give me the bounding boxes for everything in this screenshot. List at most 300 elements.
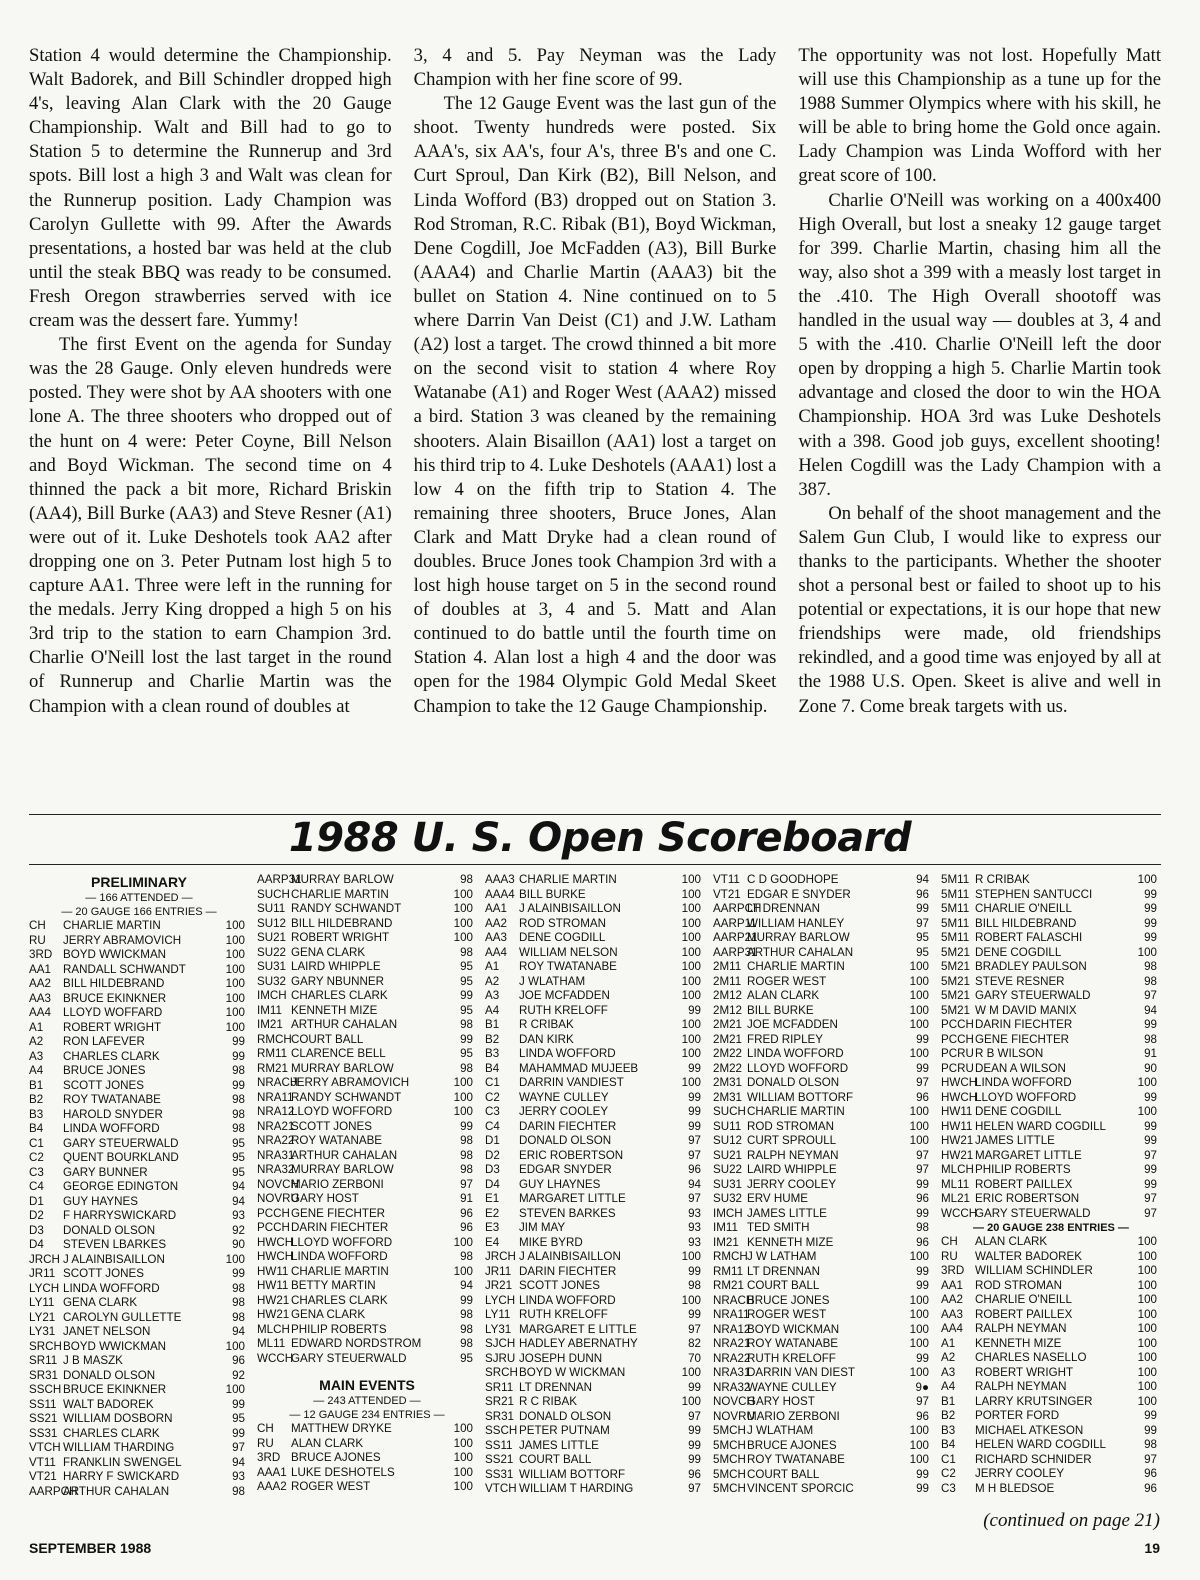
score-value: 96 (688, 1163, 701, 1176)
score-value: 95 (460, 1351, 473, 1365)
score-row (485, 1410, 705, 1425)
score-value: 91 (1144, 1047, 1157, 1060)
score-class: HWCH (941, 1090, 978, 1104)
score-row (257, 1323, 477, 1338)
score-class: B3 (29, 1107, 44, 1121)
score-class: C2 (485, 1090, 500, 1104)
scoreboard-title: 1988 U. S. Open Scoreboard (288, 815, 912, 861)
score-row (257, 917, 477, 932)
shooter-name: MURRAY BARLOW (291, 1061, 394, 1075)
score-class: 2M22 (713, 1047, 743, 1060)
shooter-name: J ALAINBISAILLON (519, 902, 621, 915)
score-row (485, 1221, 705, 1236)
score-row (485, 902, 705, 917)
score-row (257, 1221, 477, 1236)
score-class: 5M11 (941, 931, 970, 944)
score-class: JR11 (485, 1264, 512, 1278)
score-value: 99 (916, 1206, 929, 1220)
score-row (941, 1467, 1161, 1482)
score-value: 95 (232, 1412, 245, 1425)
score-value: 100 (909, 1119, 929, 1133)
score-class: D2 (29, 1209, 44, 1222)
shooter-name: WAYNE CULLEY (519, 1090, 609, 1104)
shooter-name: ROBERT PAILLEX (975, 1177, 1073, 1191)
score-value: 99 (1144, 1134, 1157, 1147)
score-row (941, 1192, 1161, 1207)
score-row (485, 1105, 705, 1120)
score-value: 100 (681, 989, 701, 1002)
score-class: SJRU (485, 1351, 516, 1365)
shooter-name: WAYNE CULLEY (747, 1380, 837, 1394)
score-class: HW21 (941, 1148, 974, 1162)
score-row (485, 1236, 705, 1251)
shooter-name: VINCENT SPORCIC (747, 1482, 854, 1495)
shooter-name: JAMES LITTLE (747, 1206, 827, 1220)
score-value: 100 (1137, 1249, 1157, 1263)
score-row (29, 1093, 249, 1108)
score-class: NOVRU (713, 1409, 755, 1423)
score-value: 98 (232, 1064, 245, 1077)
shooter-name: DENE COGDILL (975, 945, 1062, 959)
score-value: 98 (232, 1310, 245, 1324)
score-value: 100 (909, 960, 929, 973)
score-class: IM21 (257, 1018, 283, 1031)
score-value: 95 (916, 945, 929, 959)
shooter-name: WILLIAM DOSBORN (63, 1412, 173, 1425)
shooter-name: ROY TWATANABE (747, 1453, 845, 1466)
score-class: SR31 (485, 1409, 515, 1423)
score-class: B2 (941, 1409, 956, 1422)
score-value: 90 (232, 1238, 245, 1251)
paragraph: The opportunity was not lost. Hopefully Matt will use this Championship as a tune up for the 1988 Summer Olympics where with his skill, he will be able to bring home the Gold once again. Lady Champion was Linda Wofford with her great score of 100. (798, 45, 1162, 187)
shooter-name: ROBERT WRIGHT (975, 1365, 1074, 1379)
score-row (29, 1296, 249, 1311)
score-row (713, 931, 933, 946)
score-row (257, 1076, 477, 1091)
scoreboard-column-3 (485, 873, 705, 1499)
score-class: NRA32 (713, 1380, 751, 1394)
shooter-name: BILL HILDEBRAND (291, 916, 393, 930)
score-value: 97 (1144, 1206, 1157, 1220)
shooter-name: M H BLEDSOE (975, 1481, 1055, 1495)
shooter-name: JANET NELSON (63, 1325, 151, 1338)
score-row (257, 1192, 477, 1207)
score-value: 97 (688, 1322, 701, 1336)
score-class: 5MCH (713, 1424, 746, 1437)
score-value: 100 (225, 1252, 245, 1266)
shooter-name: RANDY SCHWANDT (291, 1090, 402, 1104)
score-row (713, 1236, 933, 1251)
score-row (941, 1424, 1161, 1439)
score-class: 3RD (29, 948, 53, 961)
paragraph: The 12 Gauge Event was the last gun of the shoot. Twenty hundreds were posted. Six AAA's, six AA's, four A's, three B's and one C. Curt Sproul, Dan Kirk (B2), Bill Nelson, and Linda Wofford (B3) dropped out on Station 3. Rod Stroman, R.C. Ribak (B1), Boyd Wickman, Dene Cogdill, Joe McFadden (A3), Bill Burke (AAA4) and Charlie Martin (AAA3) bit the bullet on Station 4. Nine continued on to 5 where Darrin Van Deist (C1) and J.W. Latham (A2) lost a target. The crowd thinned a bit more on the second visit to station 4 where Roy Watanabe (A1) and Roger West (AAA2) missed a bird. Station 3 was cleaned by the remaining shooters. Alain Bisaillon (AA1) lost a target on his third trip to 4. Luke Deshotels (AAA1) lost a low 4 on the fifth trip to Station 4. The remaining three shooters, Bruce Jones, Alan Clark and Matt Dryke had a clean round of doubles. Bruce Jones took Champion 3rd with a lost high house target on 5 in the second round of doubles at 3, 4 and 5. Matt and Alan continued to do battle until the fourth time on Station 4. Alan lost a high 4 and the door was open for the 1984 Olympic Gold Medal Skeet Champion to take the 12 Gauge Championship. (413, 93, 777, 717)
score-value: 99 (1144, 1409, 1157, 1422)
scoreboard-column-2 (257, 873, 477, 1499)
score-value: 100 (453, 1422, 473, 1435)
score-value: 99 (688, 1380, 701, 1394)
score-row (257, 888, 477, 903)
score-class: A4 (29, 1064, 44, 1077)
score-row (713, 1453, 933, 1468)
score-row (29, 1180, 249, 1195)
score-value: 100 (453, 1451, 473, 1464)
score-class: RMCH (713, 1250, 748, 1263)
score-class: SS31 (29, 1426, 58, 1440)
score-value: 100 (681, 1076, 701, 1089)
score-row (941, 1279, 1161, 1294)
score-class: SS11 (29, 1397, 57, 1411)
score-value: 97 (460, 1177, 473, 1191)
score-value: 99 (232, 1078, 245, 1092)
score-row (29, 1079, 249, 1094)
shooter-name: STEPHEN SANTUCCI (975, 887, 1093, 901)
score-row (713, 1395, 933, 1410)
score-class: A1 (485, 960, 500, 973)
score-class: B2 (29, 1093, 44, 1106)
score-row (29, 1122, 249, 1137)
score-row (257, 1437, 477, 1452)
score-value: 97 (1144, 989, 1157, 1002)
score-row (485, 1352, 705, 1367)
score-class: VTCH (29, 1441, 61, 1454)
score-class: AA3 (941, 1307, 963, 1321)
score-value: 96 (688, 1467, 701, 1481)
score-value: 91 (460, 1192, 473, 1205)
score-value: 99 (916, 1279, 929, 1292)
score-row (713, 960, 933, 975)
score-row (257, 1004, 477, 1019)
score-class: LYCH (29, 1281, 60, 1295)
score-class: 5MCH (713, 1467, 746, 1481)
shooter-name: RALPH NEYMAN (747, 1148, 839, 1162)
score-row (941, 1337, 1161, 1352)
score-class: AA4 (941, 1322, 963, 1335)
shooter-name: J WLATHAM (519, 974, 586, 988)
shooter-name: RON LAFEVER (63, 1035, 145, 1048)
score-class: SS21 (29, 1412, 58, 1425)
score-value: 100 (909, 1105, 929, 1118)
score-value: 100 (1137, 1293, 1157, 1306)
score-value: 96 (232, 1354, 245, 1367)
shooter-name: CURT SPROULL (747, 1134, 837, 1147)
score-value: 99 (1144, 1018, 1157, 1031)
score-row (713, 1062, 933, 1077)
score-class: AA1 (485, 902, 507, 915)
score-row (257, 1352, 477, 1367)
score-class: PCCH (941, 1018, 974, 1031)
score-row (485, 917, 705, 932)
shooter-name: COURT BALL (519, 1453, 592, 1466)
score-class: 3RD (941, 1264, 965, 1277)
score-value: 70 (688, 1351, 701, 1365)
shooter-name: BRUCE EKINKNER (63, 991, 167, 1005)
shooter-name: LT DRENNAN (747, 1264, 821, 1278)
score-class: E3 (485, 1221, 500, 1234)
score-row (29, 1383, 249, 1398)
score-class: PCRU (941, 1047, 974, 1060)
score-class: 2M21 (713, 1032, 743, 1046)
shooter-name: CHARLES CLARK (63, 1426, 160, 1440)
score-row (257, 1451, 477, 1466)
score-value: 96 (916, 887, 929, 901)
score-row (485, 989, 705, 1004)
score-value: 100 (681, 974, 701, 988)
score-row (713, 1410, 933, 1425)
score-class: B3 (485, 1047, 500, 1060)
score-row (941, 1395, 1161, 1410)
score-value: 95 (460, 1003, 473, 1017)
score-class: RU (941, 1249, 958, 1263)
score-row (941, 989, 1161, 1004)
shooter-name: CHARLIE MARTIN (519, 873, 617, 886)
score-row (713, 989, 933, 1004)
score-class: SRCH (29, 1339, 62, 1353)
score-class: SRCH (485, 1366, 518, 1379)
score-row (713, 1004, 933, 1019)
score-value: 100 (681, 873, 701, 886)
score-row (485, 1482, 705, 1497)
score-row (713, 1207, 933, 1222)
score-value: 96 (460, 1206, 473, 1220)
shooter-name: LLOYD WOFFORD (291, 1105, 393, 1118)
shooter-name: LLOYD WOFFORD (975, 1090, 1077, 1104)
score-class: 2M31 (713, 1076, 743, 1089)
score-value: 98 (460, 1250, 473, 1263)
shooter-name: DARIN FIECHTER (975, 1018, 1073, 1031)
score-row (941, 873, 1161, 888)
score-row (713, 1337, 933, 1352)
score-value: 99 (688, 1308, 701, 1321)
score-class: SU11 (257, 902, 286, 915)
shooter-name: HELEN WARD COGDILL (975, 1438, 1106, 1451)
shooter-name: ARTHUR CAHALAN (63, 1484, 170, 1498)
shooter-name: ROBERT FALASCHI (975, 931, 1083, 944)
score-class: B1 (29, 1078, 44, 1092)
score-row (941, 1235, 1161, 1250)
score-value: 100 (681, 1366, 701, 1379)
shooter-name: BETTY MARTIN (291, 1279, 376, 1292)
shooter-name: ROD STROMAN (975, 1278, 1062, 1292)
shooter-name: MATTHEW DRYKE (291, 1422, 392, 1435)
score-row (485, 1207, 705, 1222)
score-class: SS11 (485, 1438, 513, 1452)
shooter-name: LT DRENNAN (747, 902, 821, 915)
shooter-name: LUKE DESHOTELS (291, 1465, 395, 1479)
shooter-name: EDGAR SNYDER (519, 1163, 612, 1176)
score-class: LYCH (485, 1293, 516, 1307)
score-value: 100 (453, 1465, 473, 1479)
score-row (941, 931, 1161, 946)
score-class: NOVRU (257, 1192, 299, 1205)
score-class: 5M11 (941, 902, 970, 915)
score-row (257, 931, 477, 946)
shooter-name: J ALAINBISAILLON (519, 1250, 621, 1263)
score-class: 5MCH (713, 1453, 746, 1466)
score-class: 5M21 (941, 1003, 971, 1017)
shooter-name: CHARLES NASELLO (975, 1351, 1087, 1364)
score-class: 5M11 (941, 916, 970, 930)
shooter-name: MARGARET LITTLE (975, 1148, 1082, 1162)
score-class: HW11 (941, 1119, 973, 1133)
score-value: 92 (232, 1223, 245, 1237)
shooter-name: GARY STEUERWALD (975, 989, 1091, 1002)
shooter-name: DENE COGDILL (975, 1105, 1062, 1118)
score-row (485, 1149, 705, 1164)
score-class: 2M11 (713, 960, 742, 973)
score-class: IM21 (713, 1235, 739, 1249)
shooter-name: DONALD OLSON (519, 1409, 612, 1423)
score-value: 96 (916, 1409, 929, 1423)
score-class: AARPCH (29, 1484, 78, 1498)
score-class: AA2 (29, 977, 51, 990)
score-row (713, 873, 933, 888)
shooter-name: WILLIAM THARDING (63, 1441, 175, 1454)
score-class: B4 (29, 1122, 44, 1135)
shooter-name: MURRAY BARLOW (747, 931, 850, 944)
score-class: SU22 (713, 1163, 743, 1176)
score-class: AA3 (485, 931, 507, 944)
score-class: A2 (29, 1035, 44, 1048)
shooter-name: DENE COGDILL (519, 931, 606, 944)
score-row (941, 1134, 1161, 1149)
shooter-name: HADLEY ABERNATHY (519, 1337, 638, 1350)
shooter-name: CHARLES CLARK (63, 1049, 160, 1063)
score-class: B4 (941, 1438, 956, 1451)
score-class: 3RD (257, 1451, 281, 1464)
score-row (941, 1482, 1161, 1497)
score-row (713, 888, 933, 903)
score-class: 5M21 (941, 945, 971, 959)
score-row (941, 946, 1161, 961)
score-value: 98 (460, 1337, 473, 1350)
shooter-name: LINDA WOFFORD (519, 1047, 616, 1060)
score-row (29, 1470, 249, 1485)
score-value: 100 (909, 1293, 929, 1307)
score-class: D3 (29, 1223, 44, 1237)
score-value: 96 (1144, 1481, 1157, 1495)
score-class: IM11 (257, 1003, 282, 1017)
score-value: 99 (916, 1467, 929, 1481)
score-class: SSCH (29, 1383, 62, 1396)
score-value: 97 (688, 1192, 701, 1205)
score-class: HW21 (257, 1293, 290, 1307)
score-value: 100 (1137, 1264, 1157, 1277)
score-row (941, 1163, 1161, 1178)
score-row (713, 1018, 933, 1033)
score-class: SU32 (257, 974, 287, 988)
score-row (29, 963, 249, 978)
score-row (713, 1091, 933, 1106)
score-row (29, 1282, 249, 1297)
score-class: VT21 (713, 887, 741, 901)
score-value: 100 (225, 1339, 245, 1353)
paragraph: Charlie O'Neill was working on a 400x400 High Overall, but lost a sneaky 12 gauge target for 399. Charlie Martin, chasing him all the way, also shot a 399 with a measly lost target in the .410. The High Overall shootoff was handled in the usual way — doubles at 3, 4 and 5 with the .410. Charlie O'Neill left the door open by dropping a high 5. Charlie Martin took advantage and closed the door to win the HOA Championship. HOA 3rd was Luke Deshotels with a 398. Good job guys, excellent shooting! Helen Cogdill was the Lady Champion with a 387. (798, 189, 1162, 500)
score-class: A4 (485, 1003, 500, 1017)
score-row (713, 917, 933, 932)
score-row (941, 1178, 1161, 1193)
paragraph: On behalf of the shoot management and the Salem Gun Club, I would like to express our thanks to the participants. Whether the shooter shot a personal best or failed to shoot up to his potential or expectations, it is our hope that new friendships were made, old friendships rekindled, and a good time was enjoyed by all at the 1988 U.S. Open. Skeet is alive and well in Zone 7. Come break targets with us. (798, 502, 1162, 717)
score-row (257, 960, 477, 975)
score-value: 98 (460, 1322, 473, 1336)
score-class: 2M31 (713, 1090, 743, 1104)
score-row (257, 873, 477, 888)
score-value: 100 (1137, 1322, 1157, 1335)
score-value: 100 (1137, 1394, 1157, 1408)
score-class: JR21 (485, 1279, 513, 1292)
score-value: 99 (688, 1264, 701, 1278)
score-row (713, 1033, 933, 1048)
score-class: A4 (941, 1380, 956, 1393)
score-value: 99 (232, 1035, 245, 1048)
score-row (713, 1308, 933, 1323)
shooter-name: HELEN WARD COGDILL (975, 1119, 1106, 1133)
score-value: 100 (453, 916, 473, 930)
score-class: SS31 (485, 1467, 514, 1481)
score-class: MLCH (941, 1163, 974, 1176)
score-value: 100 (681, 1250, 701, 1263)
shooter-name: JOE MCFADDEN (519, 989, 610, 1002)
score-value: 99 (1144, 887, 1157, 901)
score-row (713, 975, 933, 990)
shooter-name: WILLIAM BOTTORF (747, 1090, 854, 1104)
score-class: IMCH (257, 989, 287, 1002)
shooter-name: LT DRENNAN (519, 1380, 593, 1394)
shooter-name: BRUCE JONES (63, 1064, 146, 1077)
score-row (257, 1120, 477, 1135)
score-value: 100 (225, 1020, 245, 1034)
score-value: 98 (460, 1134, 473, 1147)
score-value: 100 (453, 1436, 473, 1450)
shooter-name: RUTH KRELOFF (519, 1308, 608, 1321)
score-row (941, 1076, 1161, 1091)
score-class: JRCH (485, 1250, 516, 1263)
shooter-name: CHARLIE MARTIN (63, 919, 161, 932)
score-row (941, 902, 1161, 917)
score-row (257, 1466, 477, 1481)
score-row (485, 1323, 705, 1338)
score-row (257, 902, 477, 917)
score-row (29, 1006, 249, 1021)
score-class: AA2 (485, 916, 507, 930)
shooter-name: RANDALL SCHWANDT (63, 962, 186, 976)
score-value: 100 (1137, 945, 1157, 959)
score-row (941, 1453, 1161, 1468)
score-row (29, 948, 249, 963)
shooter-name: KENNETH MIZE (747, 1235, 834, 1249)
score-class: HWCH (257, 1250, 294, 1263)
score-row (941, 1409, 1161, 1424)
score-class: 5MCH (713, 1482, 746, 1495)
score-value: 100 (681, 945, 701, 959)
shooter-name: LINDA WOFFORD (747, 1047, 844, 1060)
score-class: AARP11 (713, 916, 757, 930)
score-class: 5M21 (941, 974, 971, 988)
score-row (941, 1105, 1161, 1120)
score-class: VTCH (485, 1482, 517, 1495)
shooter-name: HARRY F SWICKARD (63, 1470, 180, 1483)
score-class: RM21 (257, 1061, 288, 1075)
shooter-name: J WLATHAM (747, 1424, 814, 1437)
shooter-name: DEAN A WILSON (975, 1061, 1066, 1075)
score-class: NOVCH (257, 1177, 299, 1191)
score-value: 100 (453, 1264, 473, 1278)
shooter-name: RALPH NEYMAN (975, 1380, 1067, 1393)
score-class: NRA22 (713, 1351, 751, 1365)
shooter-name: ARTHUR CAHALAN (291, 1148, 398, 1162)
score-row (29, 1151, 249, 1166)
score-row (257, 946, 477, 961)
score-row (29, 1050, 249, 1065)
